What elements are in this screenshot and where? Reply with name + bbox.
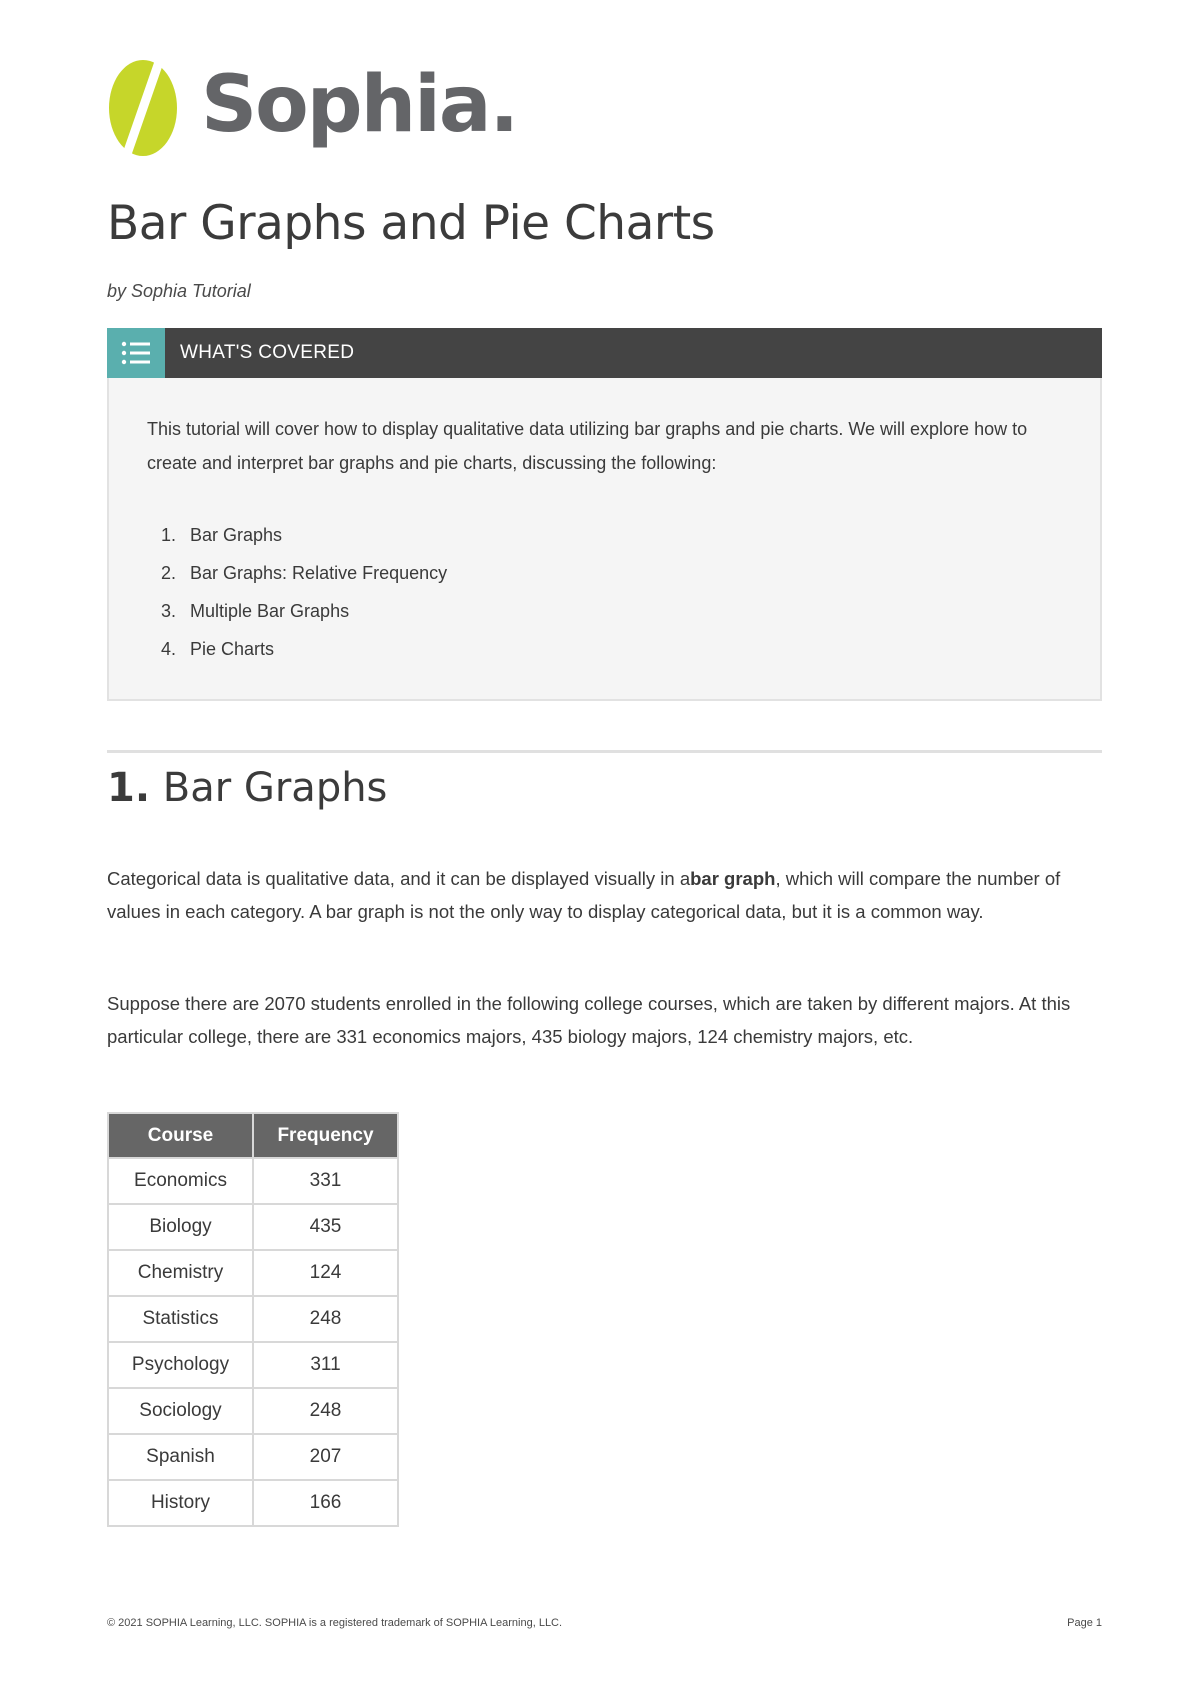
list-icon — [107, 328, 165, 378]
page-title: Bar Graphs and Pie Charts — [107, 196, 715, 251]
table-header-row — [108, 1113, 398, 1158]
frequency-cell: 248 — [253, 1296, 398, 1342]
sophia-logo — [107, 55, 517, 160]
table-row — [108, 1342, 398, 1388]
list-item: 1. Bar Graphs — [161, 525, 283, 545]
table-row — [108, 1296, 398, 1342]
section-divider — [107, 750, 1102, 753]
list-item: 3. Multiple Bar Graphs — [161, 601, 350, 621]
covered-topics-list — [161, 518, 447, 670]
frequency-cell: 331 — [253, 1158, 398, 1204]
table-row — [108, 1388, 398, 1434]
paragraph: Suppose there are 2070 students enrolled in the following college courses, which are taken by different majors. At this particular college, there are 331 economics majors, 435 biology majors, 124 chemistry majors, etc. — [107, 993, 1071, 1047]
column-header: Course — [108, 1113, 253, 1158]
page-footer — [107, 1617, 1102, 1629]
frequency-cell: 435 — [253, 1204, 398, 1250]
list-item: 4. Pie Charts — [161, 639, 275, 659]
copyright-notice: © 2021 SOPHIA Learning, LLC. SOPHIA is a registered trademark of SOPHIA Learning, LLC. — [107, 1617, 563, 1629]
course-cell: Psychology — [108, 1342, 253, 1388]
course-cell: Spanish — [108, 1434, 253, 1480]
course-cell: Statistics — [108, 1296, 253, 1342]
frequency-cell: 311 — [253, 1342, 398, 1388]
table-row — [108, 1204, 398, 1250]
table-row — [108, 1434, 398, 1480]
frequency-cell: 166 — [253, 1480, 398, 1526]
frequency-cell: 248 — [253, 1388, 398, 1434]
logo-wordmark: Sophia. — [201, 59, 518, 150]
whats-covered-title: WHAT'S COVERED — [180, 342, 355, 363]
frequency-cell: 207 — [253, 1434, 398, 1480]
page-number: Page 1 — [1067, 1617, 1102, 1629]
list-item: 2. Bar Graphs: Relative Frequency — [161, 563, 448, 583]
whats-covered-intro: This tutorial will cover how to display qualitative data utilizing bar graphs and pie charts. We will explore how to create and interpret bar graphs and pie charts, discussing the following: — [147, 419, 1028, 473]
course-cell: Sociology — [108, 1388, 253, 1434]
frequency-cell: 124 — [253, 1250, 398, 1296]
course-cell: Chemistry — [108, 1250, 253, 1296]
course-cell: Biology — [108, 1204, 253, 1250]
sophia-logo-icon — [107, 58, 179, 158]
byline: by Sophia Tutorial — [107, 281, 251, 301]
column-header: Frequency — [253, 1113, 398, 1158]
paragraph: Categorical data is qualitative data, and it can be displayed visually in abar graph, which will compare the number of values in each category. A bar graph is not the only way to display categorical data, but it is a common way. — [107, 868, 1061, 922]
course-cell: Economics — [108, 1158, 253, 1204]
table-row — [108, 1250, 398, 1296]
section-heading: 1. Bar Graphs — [107, 765, 388, 811]
table-row — [108, 1158, 398, 1204]
document-page — [107, 0, 1102, 1698]
course-cell: History — [108, 1480, 253, 1526]
frequency-table — [107, 1112, 399, 1527]
table-row — [108, 1480, 398, 1526]
whats-covered-header — [107, 328, 1102, 378]
whats-covered-box — [107, 328, 1102, 701]
